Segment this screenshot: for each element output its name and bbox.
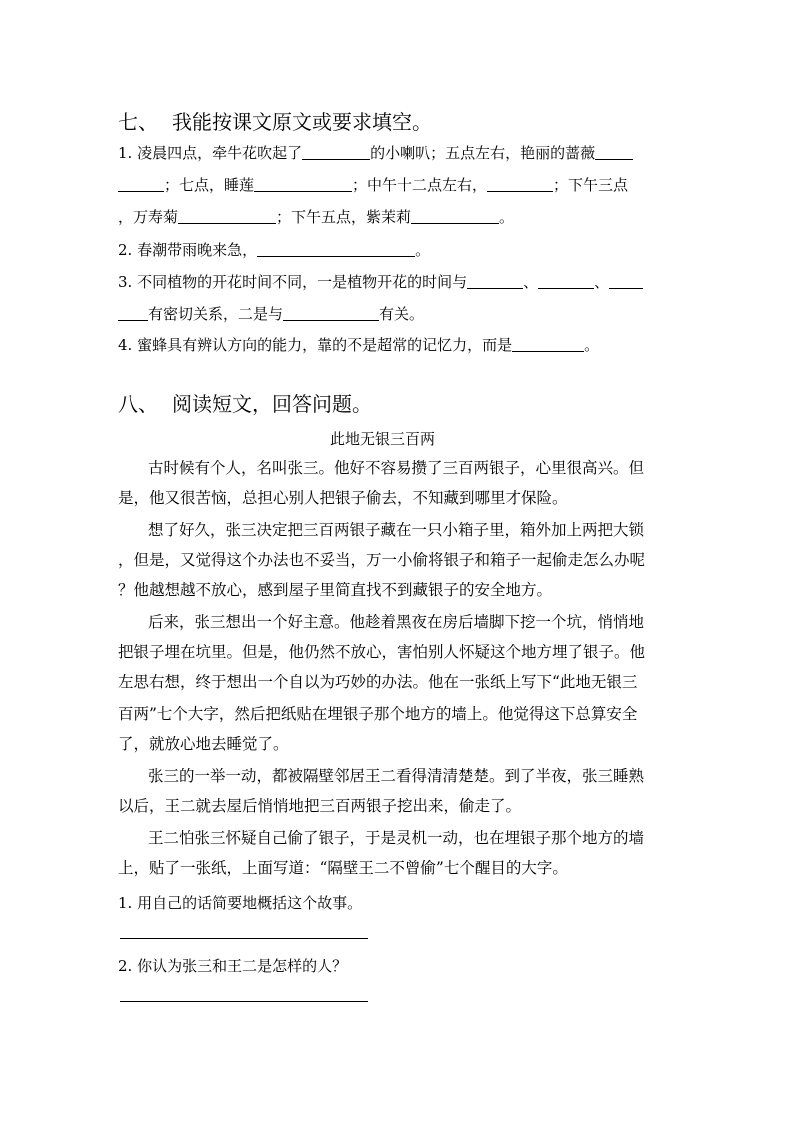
q8-2-answer-line[interactable] xyxy=(120,1001,368,1002)
q8-1-text: 1. 用自己的话简要地概括这个故事。 xyxy=(118,894,363,912)
separator: 、 xyxy=(523,273,539,291)
q7-3-line-1 xyxy=(118,272,643,292)
story-line: 百两”七个大字，然后把纸贴在埋银子那个地方的墙上。他觉得这下总算安全 xyxy=(118,705,638,723)
story-line: 张三的一举一动，都被隔壁邻居王二看得清清楚楚。到了半夜，张三睡熟 xyxy=(148,767,645,785)
section-7-heading xyxy=(118,106,432,135)
story-line: 上，贴了一张纸，上面写道：“隔壁王二不曾偷”七个醒目的大字。 xyxy=(118,859,568,877)
q7-1-text: 的小喇叭；五点左右，艳丽的蔷薇 xyxy=(370,144,596,162)
blank-noon[interactable] xyxy=(487,175,553,192)
blank-morning-glory[interactable] xyxy=(302,143,370,160)
story-line: 了，就放心地去睡觉了。 xyxy=(118,735,289,753)
story-line: 左思右想，终于想出一个自以为巧妙的办法。他在一张纸上写下“此地无银三 xyxy=(118,673,638,691)
q7-1-line-1 xyxy=(118,143,633,163)
story-line: 王二怕张三怀疑自己偷了银子，于是灵机一动，也在埋银子那个地方的墙 xyxy=(148,829,645,847)
blank-factor-3-part2[interactable] xyxy=(118,304,148,321)
q7-1-text: ，万寿菊 xyxy=(118,208,179,226)
blank-marigold[interactable] xyxy=(178,207,276,224)
section-7-number: 七、 xyxy=(118,110,158,134)
story-line: ，但是，又觉得这个办法也不妥当，万一小偷将银子和箱子一起偷走怎么办呢 xyxy=(118,551,646,569)
q7-3-text: 有关。 xyxy=(379,305,425,323)
q7-1-line-3 xyxy=(118,207,514,227)
q7-2-text: 。 xyxy=(415,241,431,259)
blank-rose-part2[interactable] xyxy=(118,175,164,192)
q7-1-text: 。 xyxy=(499,208,515,226)
q8-2-text: 2. 你认为张三和王二是怎样的人？ xyxy=(118,957,348,975)
q7-3-text: 有密切关系，二是与 xyxy=(148,305,284,323)
q7-3-text: 3. 不同植物的开花时间不同，一是植物开花的时间与 xyxy=(118,273,468,291)
story-line: ？他越想越不放心，感到屋子里简直找不到藏银子的安全地方。 xyxy=(118,581,553,599)
blank-factor-3-part1[interactable] xyxy=(609,272,643,289)
section-8-title: 阅读短文，回答问题。 xyxy=(172,392,372,416)
story-line: 古时候有个人，名叫张三。他好不容易攒了三百两银子，心里很高兴。但 xyxy=(148,459,645,477)
q7-1-text: ；中午十二点左右， xyxy=(352,176,488,194)
section-7-title: 我能按课文原文或要求填空。 xyxy=(172,110,432,134)
q7-3-line-2 xyxy=(118,304,424,324)
story-line: 以后，王二就去屋后悄悄地把三百两银子挖出来，偷走了。 xyxy=(118,797,522,815)
separator: 、 xyxy=(594,273,610,291)
story-line: 想了好久，张三决定把三百两银子藏在一只小箱子里，箱外加上两把大锁 xyxy=(148,521,645,539)
story-line: 把银子埋在坑里。但是，他仍然不放心，害怕别人怀疑这个地方埋了银子。他 xyxy=(118,643,646,661)
q7-1-text: ；下午五点，紫茉莉 xyxy=(276,208,412,226)
q7-1-text: 1. 凌晨四点，牵牛花吹起了 xyxy=(118,144,303,162)
blank-four-oclock[interactable] xyxy=(411,207,499,224)
q8-1-answer-line[interactable] xyxy=(120,938,368,939)
q7-2-line xyxy=(118,240,430,260)
q7-4-text: 。 xyxy=(584,336,600,354)
q7-1-line-2 xyxy=(118,175,628,195)
blank-bee-ability[interactable] xyxy=(512,335,584,352)
section-8-heading xyxy=(118,388,372,417)
blank-factor-1[interactable] xyxy=(467,272,523,289)
blank-factor-4[interactable] xyxy=(283,304,379,321)
q7-1-text: ；七点，睡莲 xyxy=(164,176,255,194)
q7-4-line xyxy=(118,335,599,355)
blank-rose-part1[interactable] xyxy=(595,143,633,160)
q7-4-text: 4. 蜜蜂具有辨认方向的能力，靠的不是超常的记忆力，而是 xyxy=(118,336,513,354)
q7-2-text: 2. 春潮带雨晚来急， xyxy=(118,241,258,259)
section-8-number: 八、 xyxy=(118,392,158,416)
story-line: 后来，张三想出一个好主意。他趁着黑夜在房后墙脚下挖一个坑，悄悄地 xyxy=(148,613,645,631)
story-line: 是，他又很苦恼，总担心别人把银子偷去，不知藏到哪里才保险。 xyxy=(118,489,568,507)
story-title: 此地无银三百两 xyxy=(330,430,436,448)
blank-water-lily[interactable] xyxy=(254,175,352,192)
q7-1-text: ；下午三点 xyxy=(553,176,629,194)
blank-factor-2[interactable] xyxy=(538,272,594,289)
blank-poem-line[interactable] xyxy=(257,240,415,257)
